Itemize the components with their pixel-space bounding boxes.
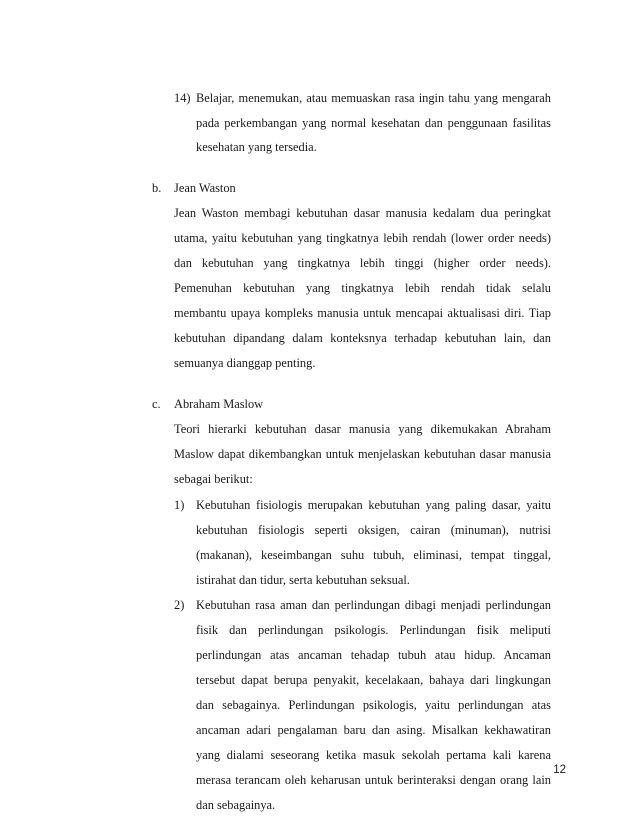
text-line: Belajar, menemukan, atau memuaskan rasa ingin tahu yang mengarah	[196, 91, 551, 105]
text-line: sebagai berikut:	[174, 472, 253, 486]
text-line: membantu upaya kompleks manusia untuk mencapai aktualisasi diri. Tiap	[174, 306, 551, 320]
text-line: tersebut dapat berupa penyakit, kecelakaan, bahaya dari lingkungan	[196, 673, 551, 687]
text-line: yang dialami seseorang ketika masuk sekolah pertama kali karena	[196, 748, 551, 762]
text-line: kebutuhan fisiologis seperti oksigen, cairan (minuman), nutrisi	[196, 523, 551, 537]
text-line: semuanya dianggap penting.	[174, 356, 316, 370]
section-letter: c.	[152, 397, 161, 411]
text-line: utama, yaitu kebutuhan yang tingkatnya lebih rendah (lower order needs)	[174, 231, 551, 245]
text-line: fisik dan perlindungan psikologis. Perlindungan fisik meliputi	[196, 623, 551, 637]
text-line: kebutuhan dipandang dalam konteksnya terhadap kebutuhan lain, dan	[174, 331, 551, 345]
text-line: pada perkembangan yang normal kesehatan dan penggunaan fasilitas	[196, 116, 551, 130]
text-line: Pemenuhan kebutuhan yang tingkatnya lebih rendah tidak selalu	[174, 281, 551, 295]
page-number: 12	[553, 764, 566, 776]
section-letter: b.	[152, 181, 162, 195]
text-line: ancaman adari pengalaman baru dan asing. Misalkan kekhawatiran	[196, 723, 551, 737]
text-line: Kebutuhan rasa aman dan perlindungan dibagi menjadi perlindungan	[196, 598, 551, 612]
text-line: kesehatan yang tersedia.	[196, 140, 317, 154]
section-heading: Abraham Maslow	[174, 397, 264, 411]
text-line: Maslow dapat dikembangkan untuk menjelaskan kebutuhan dasar manusia	[174, 447, 551, 461]
text-line: dan sebagainya. Perlindungan psikologis, yaitu perlindungan atas	[196, 698, 551, 712]
section-heading: Jean Waston	[174, 181, 236, 195]
text-line: perlindungan atas ancaman tehadap tubuh atau hidup. Ancaman	[196, 648, 551, 662]
text-line: Kebutuhan fisiologis merupakan kebutuhan yang paling dasar, yaitu	[196, 498, 551, 512]
list-number: 2)	[174, 598, 185, 612]
text-line: Jean Waston membagi kebutuhan dasar manusia kedalam dua peringkat	[174, 206, 551, 220]
list-number: 14)	[174, 91, 191, 105]
text-line: istirahat dan tidur, serta kebutuhan seksual.	[196, 573, 410, 587]
text-line: dan kebutuhan yang tingkatnya lebih tinggi (higher order needs).	[174, 256, 551, 270]
text-line: dan sebagainya.	[196, 798, 276, 812]
text-line: Teori hierarki kebutuhan dasar manusia yang dikemukakan Abraham	[174, 422, 551, 436]
list-number: 1)	[174, 498, 185, 512]
text-line: merasa terancam oleh keharusan untuk berinteraksi dengan orang lain	[196, 773, 551, 787]
text-line: (makanan), keseimbangan suhu tubuh, eliminasi, tempat tinggal,	[196, 548, 551, 562]
